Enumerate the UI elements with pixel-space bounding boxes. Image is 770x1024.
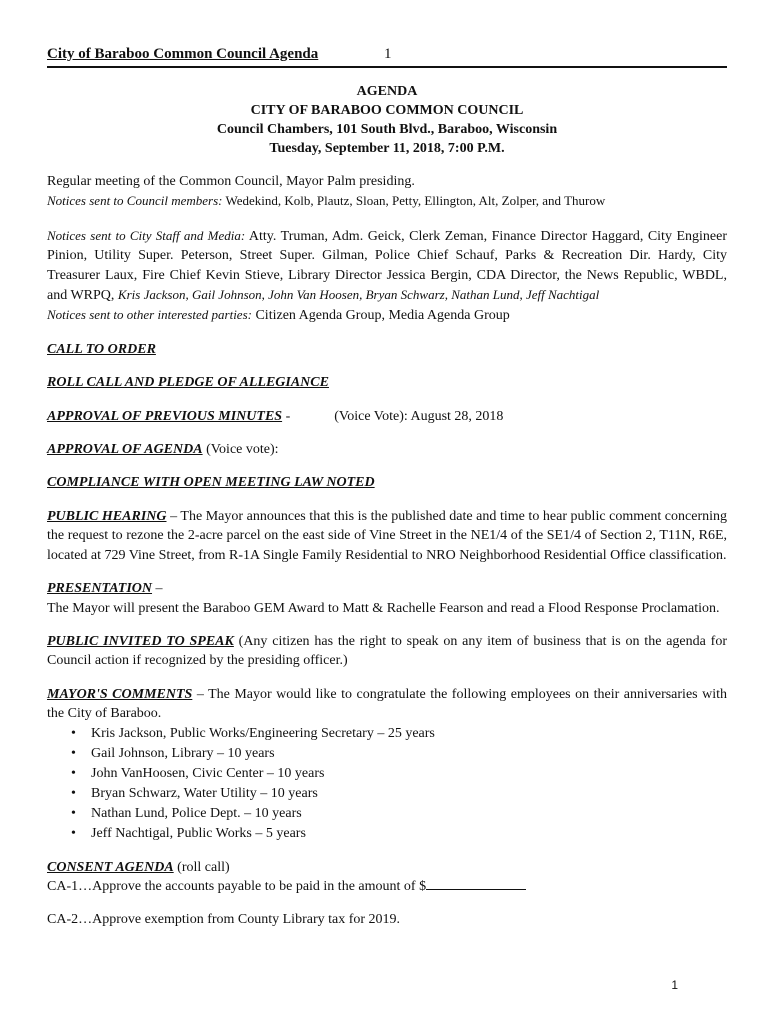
title-location: Council Chambers, 101 South Blvd., Baraboo, Wisconsin xyxy=(216,122,558,137)
section-public-hearing xyxy=(47,507,727,565)
approval-minutes-detail: (Voice Vote): August 28, 2018 xyxy=(334,408,504,424)
section-compliance xyxy=(47,473,727,492)
title-council: CITY OF BARABOO COMMON COUNCIL xyxy=(250,103,524,118)
section-approval-agenda xyxy=(47,440,727,459)
presentation-text: The Mayor will present the Baraboo GEM Award to Matt & Rachelle Fearson and read a Flood Response Proclamation. xyxy=(47,600,720,616)
approval-agenda-heading: APPROVAL OF AGENDA xyxy=(47,442,203,458)
list-item: • Kris Jackson, Public Works/Engineering Secretary – 25 years xyxy=(91,724,727,744)
list-item: • Nathan Lund, Police Dept. – 10 years xyxy=(91,804,727,824)
consent-item-ca2: CA-2…Approve exemption from County Library tax for 2019. xyxy=(47,912,401,928)
header-title: City of Baraboo Common Council Agenda xyxy=(47,45,319,62)
other-notices-text: Citizen Agenda Group, Media Agenda Group xyxy=(251,308,510,324)
consent-agenda-heading: CONSENT AGENDA xyxy=(47,859,174,875)
agenda-page xyxy=(47,46,727,930)
anniversary-list xyxy=(47,724,727,844)
footer-page-number: 1 xyxy=(671,978,678,992)
approval-minutes-heading: APPROVAL OF PREVIOUS MINUTES xyxy=(47,408,283,424)
list-item: • Bryan Schwarz, Water Utility – 10 years xyxy=(91,784,727,804)
call-to-order-heading: CALL TO ORDER xyxy=(47,341,156,357)
approval-agenda-detail: (Voice vote): xyxy=(202,442,279,458)
public-invited-text: (Any citizen has the right to speak on any item of business that is on the agenda for Council action if recognized by the presiding officer.) xyxy=(47,633,727,669)
presentation-heading: PRESENTATION xyxy=(47,581,153,597)
section-consent-agenda xyxy=(47,858,727,877)
ca1-text: CA-1…Approve the accounts payable to be paid in the amount of $ xyxy=(47,878,427,894)
consent-agenda-detail: (roll call) xyxy=(173,859,230,875)
list-item: • Gail Johnson, Library – 10 years xyxy=(91,744,727,764)
section-mayors-comments xyxy=(47,685,727,724)
roll-call-heading: ROLL CALL AND PLEDGE OF ALLEGIANCE xyxy=(47,375,329,391)
staff-notices xyxy=(47,226,727,306)
approval-minutes-dash: - xyxy=(282,408,291,424)
other-notices xyxy=(47,305,727,325)
council-notices xyxy=(47,191,727,211)
section-presentation xyxy=(47,579,727,598)
page-header xyxy=(47,46,727,68)
regular-meeting-text: Regular meeting of the Common Council, Mayor Palm presiding. xyxy=(47,174,415,189)
mayors-comments-heading: MAYOR'S COMMENTS xyxy=(47,686,193,702)
list-item: • Jeff Nachtigal, Public Works – 5 years xyxy=(91,824,727,844)
header-page-number: 1 xyxy=(384,45,392,62)
section-roll-call xyxy=(47,373,727,392)
compliance-heading: COMPLIANCE WITH OPEN MEETING LAW NOTED xyxy=(47,475,375,491)
section-approval-minutes xyxy=(47,407,727,426)
amount-blank-line xyxy=(426,877,526,890)
title-block xyxy=(47,82,727,158)
staff-notices-label: Notices sent to City Staff and Media: xyxy=(47,227,246,243)
section-call-to-order xyxy=(47,340,727,359)
council-notices-label: Notices sent to Council members: xyxy=(47,193,223,209)
public-hearing-heading: PUBLIC HEARING xyxy=(47,508,167,524)
council-notices-names: Wedekind, Kolb, Plautz, Sloan, Petty, Ellington, Alt, Zolper, and Thurow xyxy=(222,193,606,209)
staff-notices-text: Atty. Truman, Adm. Geick, Clerk Zeman, Finance Director Haggard, City Engineer Pinion, Utility Super. Peterson, Street Super. Gilman, Police Chief Schauf, Parks & Recreation Dir. Hardy, City Treasurer Laux, Fire Chief Kevin Stieve, Library Director Jessica Bergin, CDA Director, the News Republic, WBDL, and WRPQ, xyxy=(47,228,727,304)
section-public-invited xyxy=(47,632,727,671)
presentation-dash: – xyxy=(152,581,163,597)
mayors-comments-text: – The Mayor would like to congratulate the following employees on their anniversaries with the City of Baraboo. xyxy=(47,686,727,722)
public-hearing-text: – The Mayor announces that this is the published date and time to hear public comment concerning the request to rezone the 2-acre parcel on the east side of Vine Street in the NE1/4 of the SE1/4 of Section 2, T11N, R6E, located at 729 Vine Street, from R-1A Single Family Residential to NRO Neighborhood Residential Office classification. xyxy=(47,508,727,563)
title-date: Tuesday, September 11, 2018, 7:00 P.M. xyxy=(269,141,505,156)
list-item: • John VanHoosen, Civic Center – 10 years xyxy=(91,764,727,784)
title-agenda: AGENDA xyxy=(356,84,418,99)
public-invited-heading: PUBLIC INVITED TO SPEAK xyxy=(47,633,234,649)
consent-item-ca1 xyxy=(47,877,727,896)
staff-notices-italic-names: Kris Jackson, Gail Johnson, John Van Hoosen, Bryan Schwarz, Nathan Lund, Jeff Nachtigal xyxy=(117,287,600,303)
other-notices-label: Notices sent to other interested parties: xyxy=(47,307,252,323)
